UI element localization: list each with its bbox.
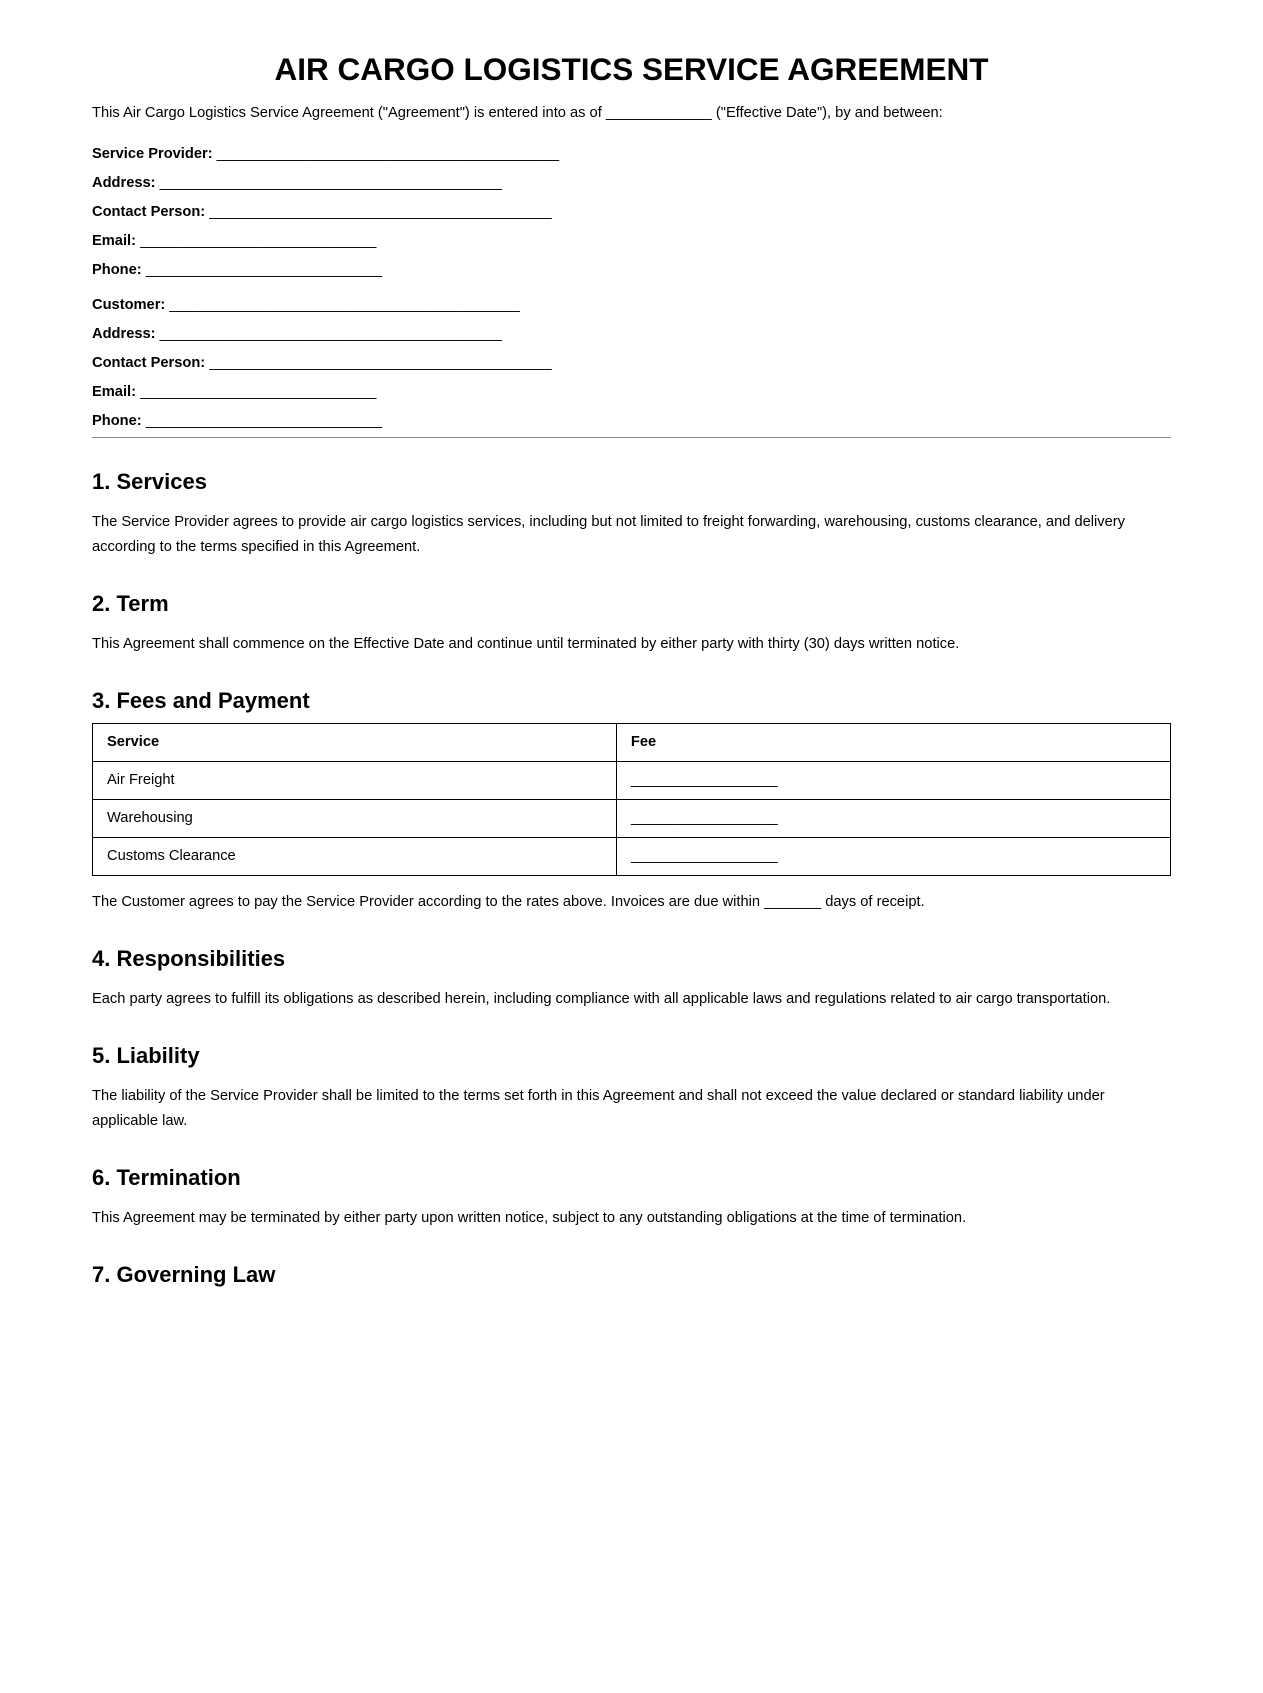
section-termination-heading: 6. Termination (92, 1165, 241, 1190)
customer-blank[interactable]: ___________________________________________ (169, 297, 520, 313)
section-services-heading: 1. Services (92, 469, 207, 494)
provider-contact-person-blank[interactable]: __________________________________________ (209, 204, 552, 220)
field-service-provider (92, 140, 1171, 169)
field-customer-address (92, 320, 1171, 349)
field-provider-phone (92, 256, 1171, 285)
service-cell-customs-clearance: Customs Clearance (93, 838, 617, 876)
section-liability-body: The liability of the Service Provider shall be limited to the terms set forth in this Agreement and shall not exceed the value declared or standard liability under applicable law. (92, 1088, 1105, 1129)
fee-cell-air-freight (616, 762, 1170, 800)
customer-address-blank[interactable]: __________________________________________ (159, 326, 502, 342)
service-cell-air-freight: Air Freight (93, 762, 617, 800)
service-cell-warehousing: Warehousing (93, 800, 617, 838)
section-term-heading: 2. Term (92, 591, 169, 616)
air-freight-fee-blank[interactable]: __________________ (630, 772, 778, 788)
intro-text-after: ("Effective Date"), by and between: (715, 105, 943, 121)
warehousing-fee-blank[interactable]: __________________ (630, 810, 778, 826)
section-termination-body: This Agreement may be terminated by either party upon written notice, subject to any outstanding obligations at the time of termination. (92, 1210, 967, 1226)
fees-table (92, 723, 1171, 876)
customer-phone-blank[interactable]: _____________________________ (145, 413, 383, 429)
effective-date-blank[interactable]: _____________ (605, 105, 712, 121)
field-customer (92, 291, 1171, 320)
section-governing-law-heading: 7. Governing Law (92, 1262, 276, 1287)
customer-contact-person-label: Contact Person: (92, 355, 206, 371)
invoice-days-blank[interactable]: _______ (764, 894, 822, 910)
provider-phone-blank[interactable]: _____________________________ (145, 262, 383, 278)
field-provider-address (92, 169, 1171, 198)
section-term-body: This Agreement shall commence on the Effective Date and continue until terminated by either party with thirty (30) days written notice. (92, 636, 960, 652)
section-services-body: The Service Provider agrees to provide air cargo logistics services, including but not limited to freight forwarding, warehousing, customs clearance, and delivery according to the terms specified in this Agreement. (92, 514, 1125, 555)
table-row-air-freight (93, 762, 1171, 800)
provider-email-blank[interactable]: _____________________________ (140, 233, 377, 249)
page-title: AIR CARGO LOGISTICS SERVICE AGREEMENT (274, 51, 989, 87)
payment-note-paragraph (92, 890, 1171, 915)
column-header-service: Service (93, 724, 617, 762)
intro-paragraph (92, 101, 1171, 126)
field-customer-contact-person (92, 349, 1171, 378)
field-customer-phone (92, 407, 1171, 436)
section-responsibilities-heading: 4. Responsibilities (92, 946, 286, 971)
table-row-customs-clearance (93, 838, 1171, 876)
service-provider-blank[interactable]: __________________________________________ (216, 146, 560, 162)
field-customer-email (92, 378, 1171, 407)
intro-text-before: This Air Cargo Logistics Service Agreement ("Agreement") is entered into as of (92, 105, 602, 121)
customer-address-label: Address: (92, 326, 156, 342)
provider-address-blank[interactable]: __________________________________________ (159, 175, 502, 191)
customer-phone-label: Phone: (92, 413, 142, 429)
section-divider (92, 437, 1171, 438)
section-responsibilities-body: Each party agrees to fulfill its obligations as described herein, including compliance with all applicable laws and regulations related to air cargo transportation. (92, 991, 1111, 1007)
fee-cell-customs-clearance (616, 838, 1170, 876)
payment-note-before: The Customer agrees to pay the Service Provider according to the rates above. Invoices are due within (92, 894, 761, 910)
provider-contact-person-label: Contact Person: (92, 204, 206, 220)
customer-email-blank[interactable]: _____________________________ (140, 384, 377, 400)
table-row-warehousing (93, 800, 1171, 838)
service-provider-block (92, 140, 1171, 285)
customs-clearance-fee-blank[interactable]: __________________ (630, 848, 778, 864)
fee-cell-warehousing (616, 800, 1170, 838)
service-provider-label: Service Provider: (92, 146, 213, 162)
customer-label: Customer: (92, 297, 166, 313)
customer-email-label: Email: (92, 384, 136, 400)
customer-block (92, 291, 1171, 436)
fees-table-header-row (93, 724, 1171, 762)
provider-address-label: Address: (92, 175, 156, 191)
provider-email-label: Email: (92, 233, 136, 249)
payment-note-after: days of receipt. (825, 894, 925, 910)
field-provider-email (92, 227, 1171, 256)
column-header-fee: Fee (616, 724, 1170, 762)
customer-contact-person-blank[interactable]: __________________________________________ (209, 355, 552, 371)
provider-phone-label: Phone: (92, 262, 142, 278)
field-provider-contact-person (92, 198, 1171, 227)
section-liability-heading: 5. Liability (92, 1043, 200, 1068)
section-fees-heading: 3. Fees and Payment (92, 688, 310, 713)
